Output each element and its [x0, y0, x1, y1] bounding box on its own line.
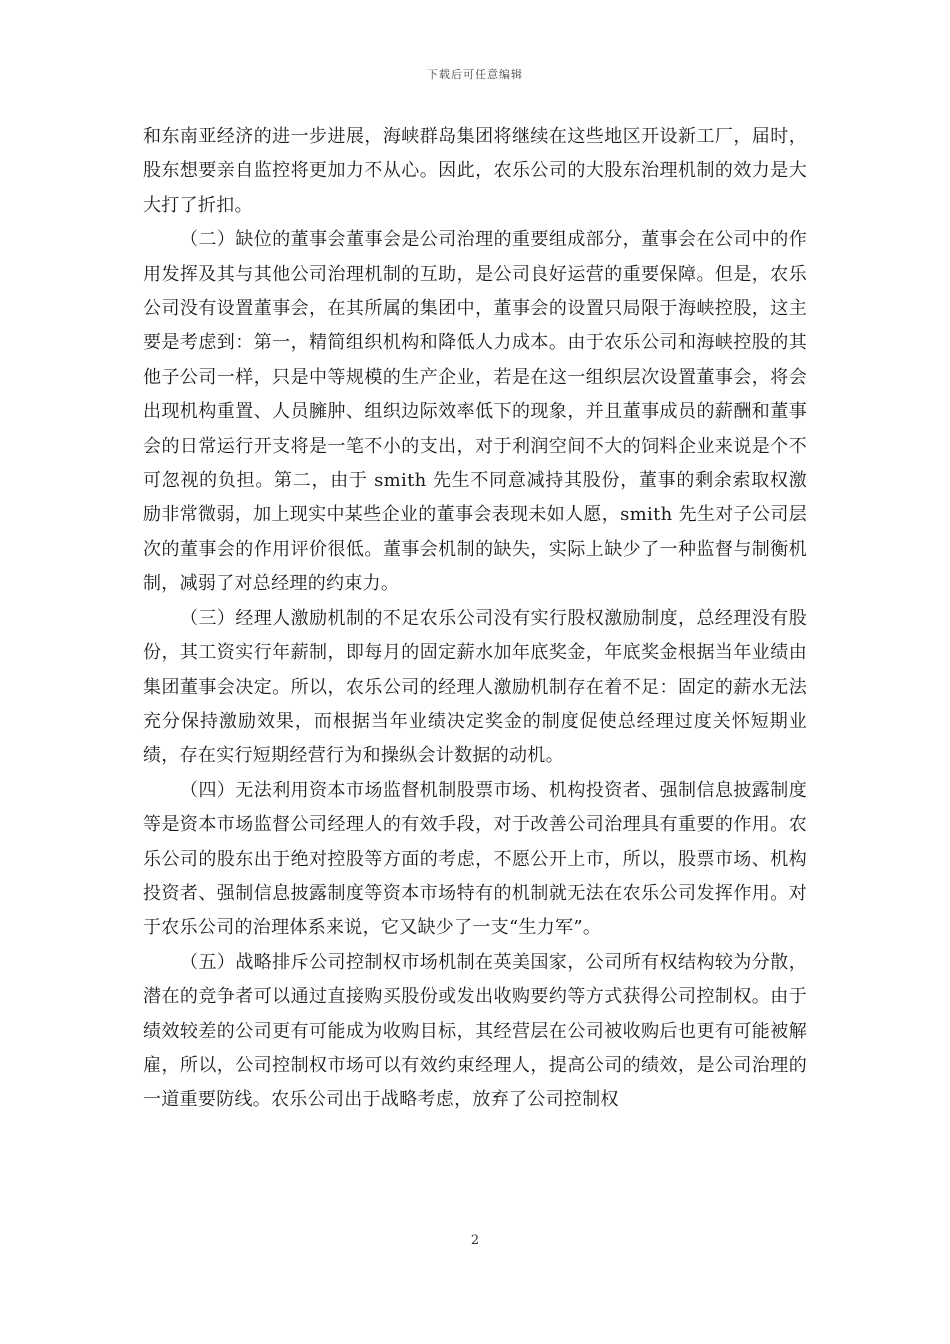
- document-body: [143, 120, 807, 1118]
- paragraph-continued: 和东南亚经济的进一步进展，海峡群岛集团将继续在这些地区开设新工厂，届时，股东想要亲自监控将更加力不从心。因此，农乐公司的大股东治理机制的效力是大大打了折扣。: [143, 126, 807, 216]
- paragraph-section-3: （三）经理人激励机制的不足农乐公司没有实行股权激励制度，总经理没有股份，其工资实行年薪制，即每月的固定薪水加年底奖金，年底奖金根据当年业绩由集团董事会决定。所以，农乐公司的经理人激励机制存在着不足：固定的薪水无法充分保持激励效果，而根据当年业绩决定奖金的制度促使总经理过度关怀短期业绩，存在实行短期经营行为和操纵会计数据的动机。: [143, 607, 807, 767]
- page-number: 2: [470, 1233, 480, 1248]
- paragraph-section-5: （五）战略排斥公司控制权市场机制在英美国家，公司所有权结构较为分散，潜在的竞争者可以通过直接购买股份或发出收购要约等方式获得公司控制权。由于绩效较差的公司更有可能成为收购目标，其经营层在公司被收购后也更有可能被解雇，所以，公司控制权市场可以有效约束经理人，提高公司的绩效，是公司治理的一道重要防线。农乐公司出于战略考虑，放弃了公司控制权: [143, 951, 807, 1111]
- paragraph-section-2: （二）缺位的董事会董事会是公司治理的重要组成部分，董事会在公司中的作用发挥及其与其他公司治理机制的互助，是公司良好运营的重要保障。但是，农乐公司没有设置董事会，在其所属的集团中，董事会的设置只局限于海峡控股，这主要是考虑到：第一，精简组织机构和降低人力成本。由于农乐公司和海峡控股的其他子公司一样，只是中等规模的生产企业，若是在这一组织层次设置董事会，将会出现机构重置、人员臃肿、组织边际效率低下的现象，并且董事成员的薪酬和董事会的日常运行开支将是一笔不小的支出，对于利润空间不大的饲料企业来说是个不可忽视的负担。第二，由于 smith 先生不同意减持其股份，董事的剩余索取权激励非常微弱，加上现实中某些企业的董事会表现未如人愿，smith 先生对子公司层次的董事会的作用评价很低。董事会机制的缺失，实际上缺少了一种监督与制衡机制，减弱了对总经理的约束力。: [143, 229, 807, 595]
- page-header: 下载后可任意编辑: [427, 68, 523, 81]
- paragraph-section-4: （四）无法利用资本市场监督机制股票市场、机构投资者、强制信息披露制度等是资本市场监督公司经理人的有效手段，对于改善公司治理具有重要的作用。农乐公司的股东出于绝对控股等方面的考虑，不愿公开上市，所以，股票市场、机构投资者、强制信息披露制度等资本市场特有的机制就无法在农乐公司发挥作用。对于农乐公司的治理体系来说，它又缺少了一支“生力军”。: [143, 779, 807, 939]
